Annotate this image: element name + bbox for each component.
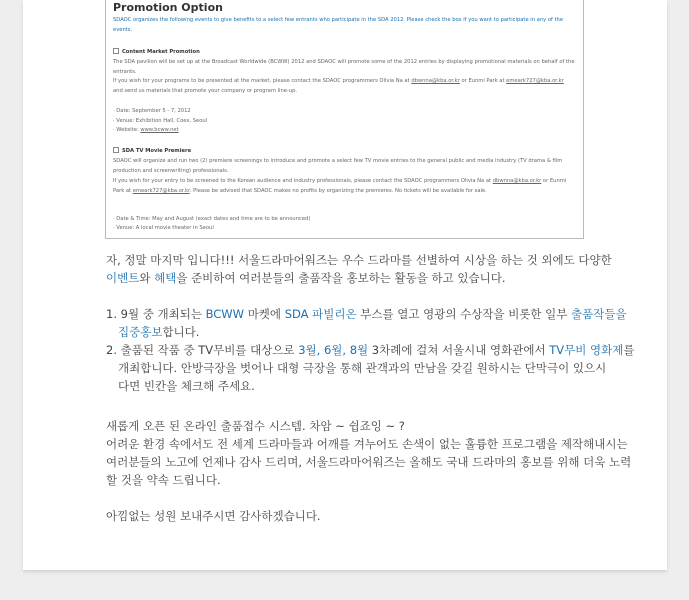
email-link-eunmi-2[interactable]: emeark727@kba.or.kr xyxy=(132,187,190,194)
list-item-2-line-1: 2. 출품된 작품 중 TV무비를 대상으로 3월, 6월, 8월 3차례에 걸쳐 서울시내 영화관에서 TV무비 영화제를 xyxy=(106,343,635,357)
list-item-1-line-1: 1. 9월 중 개최되는 BCWW 마켓에 SDA 파빌리온 부스를 열고 영광의 수상작을 비롯한 일부 출품작들을 xyxy=(106,307,627,321)
content-market-contact: If you wish for your programs to be presented at the market, please contact the SDAOC programmers Olivia Na at dbwnna@kba.or.kr or Eunmi Park at emeark727@kba.or.kr and send us materials that promote your company or program line-up. xyxy=(113,78,564,94)
content-market-heading: Content Market Promotion xyxy=(113,48,575,58)
closing-line-1: 새롭게 오픈 된 온라인 출품접수 시스템. 차암 ~ 쉽죠잉 ~ ? xyxy=(106,419,405,433)
email-link-olivia[interactable]: dbwnna@kba.or.kr xyxy=(411,78,460,84)
tv-movie-checkbox[interactable] xyxy=(113,147,119,153)
tv-movie-contact: If you wish for your entry to be screened to the Korean audience and industry professionals, please contact the SDAOC programmers Olivia Na at dbwnna@kba.or.kr or Eunmi Park at emeark727@kba.or.kr. Please be advised that SDAOC makes no profits by organizing the premieres. No tickets will be available for sale. xyxy=(113,178,567,194)
benefits-highlight: 혜택 xyxy=(154,271,177,285)
closing-line-5: 아낌없는 성원 보내주시면 감사하겠습니다. xyxy=(106,509,321,523)
closing-line-4: 할 것을 약속 드립니다. xyxy=(106,473,221,487)
tv-movie-heading: SDA TV Movie Premiere xyxy=(113,147,575,157)
closing-line-2: 어려운 환경 속에서도 전 세계 드라마들과 어깨를 겨누어도 손색이 없는 훌륭한 프로그램을 제작해내시는 xyxy=(106,437,628,451)
website-link[interactable]: www.bcww.net xyxy=(140,127,179,133)
premiere-venue: · Venue: A local movie theater in Seoul xyxy=(113,225,214,231)
market-date: · Date: September 5 - 7, 2012 xyxy=(113,108,191,114)
list-item-1-line-2: 집중홍보합니다. xyxy=(118,325,200,339)
market-venue: · Venue: Exhibition Hall, Coex, Seoul xyxy=(113,118,208,124)
promotion-intro: SDAOC organizes the following events to give benefits to a select few entrants who participate in the SDA 2012. Please check the box if you want to participate in any of the events. xyxy=(113,17,564,33)
promotion-option-image xyxy=(105,0,584,239)
content-market-desc: The SDA pavilion will be set up at the Broadcast Worldwide (BCWW) 2012 and SDAOC will promote some of the 2012 entries by displaying promotional materials on behalf of the entrants. xyxy=(113,59,575,75)
intro-line-2: 이벤트와 혜택을 준비하여 여러분들의 출품작을 홍보하는 활동을 하고 있습니다. xyxy=(106,271,506,285)
list-item-2-line-2: 개최합니다. 안방극장을 벗어나 대형 극장을 통해 관객과의 만남을 갖길 원하시는 단막극이 있으시 xyxy=(118,361,607,375)
email-link-olivia-2[interactable]: dbwnna@kba.or.kr xyxy=(492,178,542,184)
closing-line-3: 여러분들의 노고에 언제나 감사 드리며, 서울드라마어워즈는 올해도 국내 드라마의 홍보를 위해 더욱 노력 xyxy=(106,455,632,469)
content-card xyxy=(23,0,667,570)
tv-movie-desc: SDAOC will organize and run two (2) premiere screenings to introduce and promote a select few TV movie entries to the general public and media industry (TV drama & film production and screenwriting) professionals. xyxy=(113,158,563,174)
content-market-checkbox[interactable] xyxy=(113,48,119,54)
events-highlight: 이벤트 xyxy=(106,271,140,285)
intro-line-1: 자, 정말 마지막 입니다!!! 서울드라마어워즈는 우수 드라마를 선별하여 시상을 하는 것 외에도 다양한 xyxy=(106,253,612,267)
market-website: · Website: www.bcww.net xyxy=(113,127,179,133)
promotion-title: Promotion Option xyxy=(113,1,223,14)
premiere-datetime: · Date & Time: May and August (exact dates and time are to be announced) xyxy=(113,216,311,222)
list-item-2-line-3: 다면 빈칸을 체크해 주세요. xyxy=(118,379,255,393)
email-link-eunmi[interactable]: emeark727@kba.or.kr xyxy=(506,78,564,84)
